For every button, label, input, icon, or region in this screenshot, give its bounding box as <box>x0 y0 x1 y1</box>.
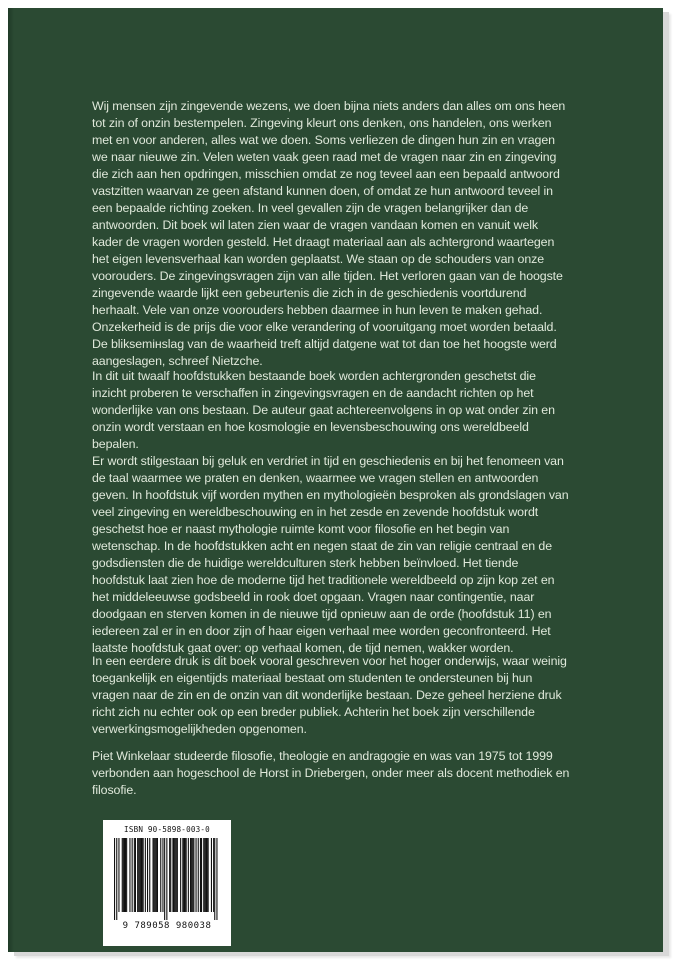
book-back-cover <box>8 8 663 952</box>
barcode-bars <box>108 838 226 920</box>
author-bio: Piet Winkelaar studeerde filosofie, theologie en andragogie en was van 1975 tot 1999 verbonden aan hogeschool de Horst in Driebergen, onder meer als docent methodiek en filosofie. <box>92 749 570 797</box>
barcode-number: 9 789058 980038 <box>122 921 212 931</box>
barcode-label <box>103 820 231 946</box>
blurb-paragraph-chapters: In dit uit twaalf hoofdstukken bestaande boek worden achtergronden geschetst die inzicht proberen te verschaffen in zingevingsvragen en de aandacht richten op het wonderlijke van ons bestaan. De auteur gaat achtereenvolgens in op wat onder zin en onzin wordt verstaan en hoe kosmologie en levensbeschouwing ons wereldbeeld bepalen. Er wordt stilgestaan bij geluk en verdriet in tijd en geschiedenis en bij het fenomeen van de taal waarmee we praten en denken, waarmee we vragen stellen en antwoorden geven. In hoofdstuk vijf worden mythen en mythologieën besproken als grondslagen van veel zingeving en wereldbeschouwing en in het zesde en zevende hoofdstuk wordt geschetst hoe er naast mythologie ruimte komt voor filosofie en het begin van wetenschap. In de hoofdstukken acht en negen staat de zin van religie centraal en de godsdiensten die de huidige wereldculturen sterk hebben beïnvloed. Het tiende hoofdstuk laat zien hoe de moderne tijd het traditionele wereldbeeld op zijn kop zet en het middeleeuwse godsbeeld in rook doet opgaan. Vragen naar contingentie, naar doodgaan en sterven komen in de nieuwe tijd opnieuw aan de orde (hoofdstuk 11) en iedereen zal er in en door zijn of haar eigen verhaal mee worden geconfronteerd. Het laatste hoofdstuk gaat over: op verhaal komen, de tijd nemen, wakker worden. <box>92 369 569 655</box>
isbn-text: ISBN 90-5898-003-0 <box>124 825 210 834</box>
blurb-paragraph-intro: Wij mensen zijn zingevende wezens, we doen bijna niets anders dan alles om ons heen tot zin of onzin bestempelen. Zingeving kleurt ons denken, ons handelen, ons werken met en voor anderen, alles wat we doen. Soms verliezen de dingen hun zin en vragen we naar nieuwe zin. Velen weten vaak geen raad met de vragen naar zin en zingeving die zich aan hen opdringen, misschien omdat ze nog teveel aan een bepaald antwoord vastzitten waarvan ze geen afstand kunnen doen, of omdat ze hun antwoord teveel in een bepaalde richting zoeken. In veel gevallen zijn de vragen belangrijker dan de antwoorden. Dit boek wil laten zien waar de vragen vandaan komen en vanuit welk kader de vragen worden gesteld. Het draagt materiaal aan als achtergrond waartegen het eigen levensverhaal kan worden geplaatst. We staan op de schouders van onze voorouders. De zingevingsvragen zijn van alle tijden. Het verloren gaan van de hoogste zingevende waarde lijkt een gebeurtenis die zich in de geschiedenis voortdurend herhaalt. Vele van onze voorouders hebben daarmee in hun leven te maken gehad. Onzekerheid is de prijs die voor elke verandering of vooruitgang moet worden betaald. De bliksemінslag van de waarheid treft altijd datgene wat tot dan toe het hoogste werd aangeslagen, schreef Nietzche. <box>92 99 566 368</box>
blurb-paragraph-audience: In een eerdere druk is dit boek vooral geschreven voor het hoger onderwijs, waar weinig toegankelijk en eigentijds materiaal bestaat om studenten te ondersteunen bij hun vragen naar de zin en de onzin van dit wonderlijke bestaan. Deze geheel herziene druk richt zich nu echter ook op een breder publiek. Achterin het boek zijn verschillende verwerkingsmogelijkheden opgenomen. <box>92 654 567 736</box>
